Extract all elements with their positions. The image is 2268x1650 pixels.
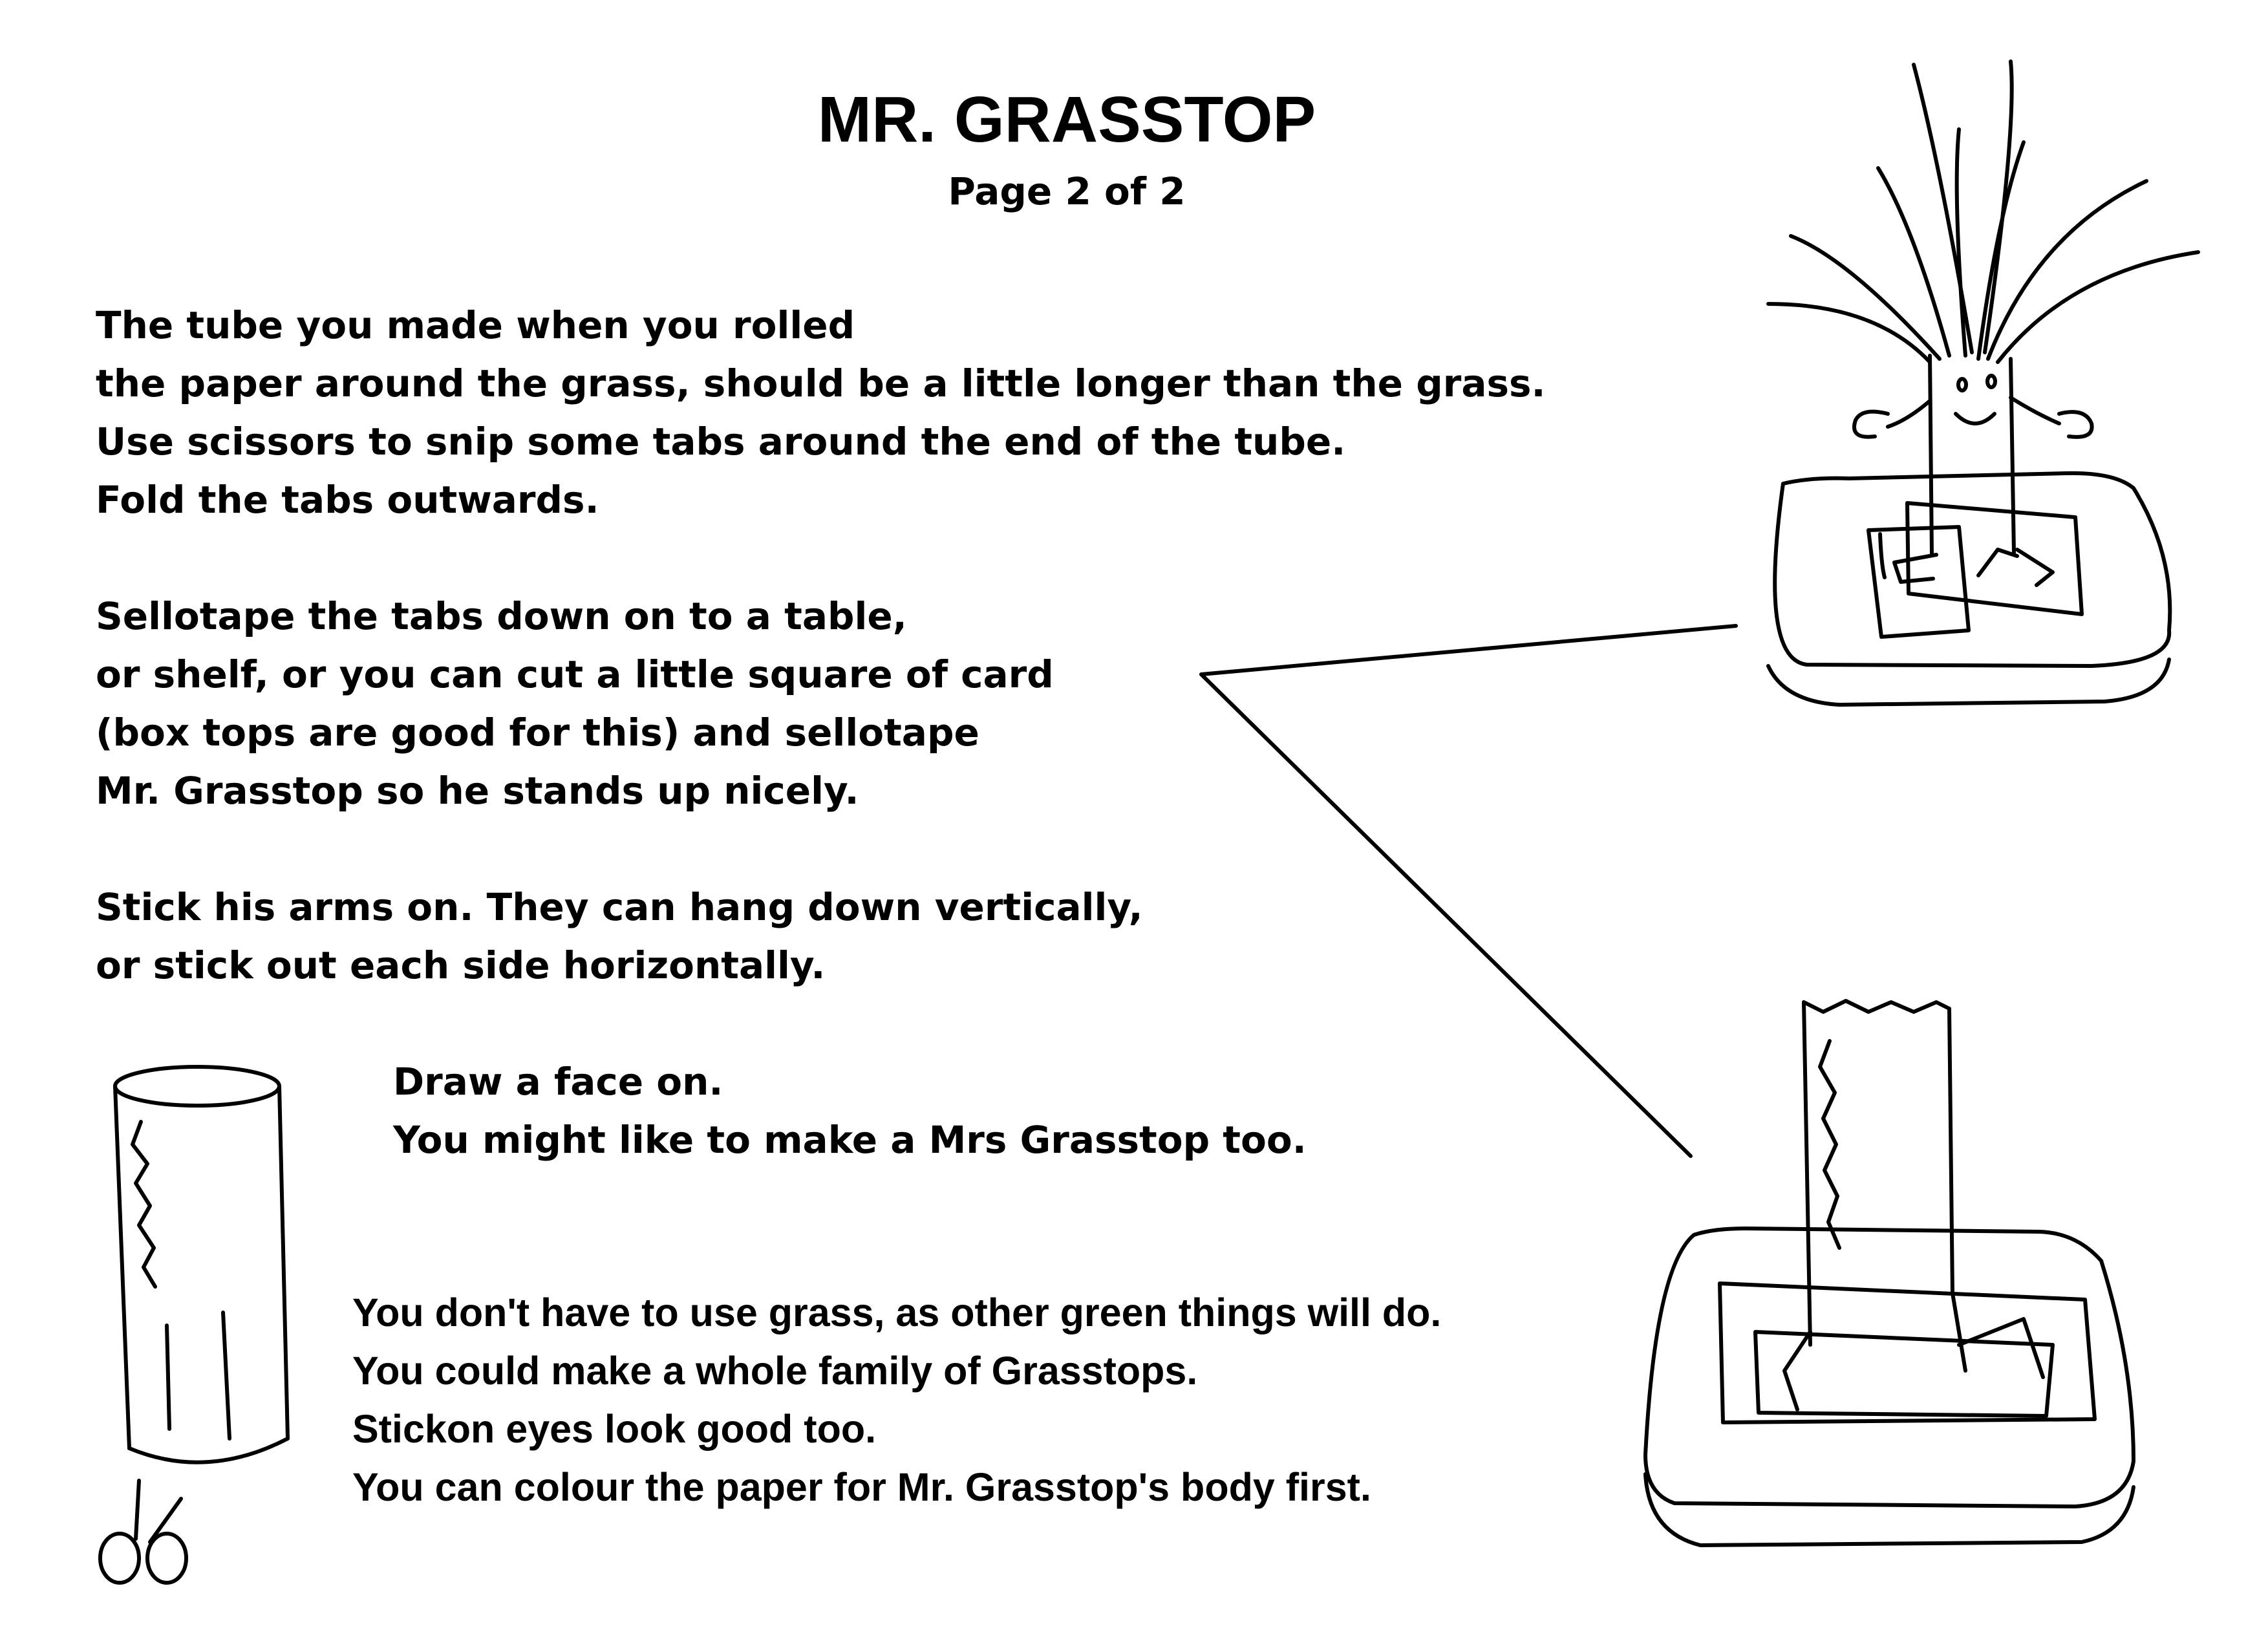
instruction-line: (box tops are good for this) and sellotape bbox=[96, 711, 979, 755]
scissors-icon bbox=[100, 1481, 186, 1583]
page-indicator: Page 2 of 2 bbox=[948, 169, 1186, 213]
paper-tube-illustration bbox=[115, 1067, 288, 1462]
instruction-line: Fold the tabs outwards. bbox=[96, 478, 599, 522]
tube-taped-to-card-illustration bbox=[1645, 1001, 2134, 1545]
tip-line: You don't have to use grass, as other green things will do. bbox=[352, 1291, 1442, 1334]
mr-grasstop-finished-illustration bbox=[1768, 61, 2198, 705]
instruction-line: Sellotape the tabs down on to a table, bbox=[96, 594, 907, 638]
instruction-line: or stick out each side horizontally. bbox=[96, 943, 826, 987]
instruction-line: Stick his arms on. They can hang down vertically, bbox=[96, 885, 1143, 929]
instruction-line: The tube you made when you rolled bbox=[96, 303, 855, 347]
tip-line: You could make a whole family of Grasstops. bbox=[352, 1349, 1198, 1393]
instruction-line: Mr. Grasstop so he stands up nicely. bbox=[96, 769, 859, 813]
instruction-line: or shelf, or you can cut a little square of card bbox=[96, 652, 1054, 696]
instruction-line: You might like to make a Mrs Grasstop too. bbox=[393, 1118, 1307, 1162]
instruction-line: Draw a face on. bbox=[393, 1060, 723, 1104]
connector-lines bbox=[1201, 626, 1736, 1156]
tip-line: Stickon eyes look good too. bbox=[352, 1407, 877, 1451]
instruction-line: Use scissors to snip some tabs around the end of the tube. bbox=[96, 420, 1346, 464]
instruction-line: the paper around the grass, should be a little longer than the grass. bbox=[96, 361, 1546, 405]
page-title: MR. GRASSTOP bbox=[817, 83, 1316, 156]
tip-line: You can colour the paper for Mr. Grasstop's body first. bbox=[352, 1465, 1371, 1509]
